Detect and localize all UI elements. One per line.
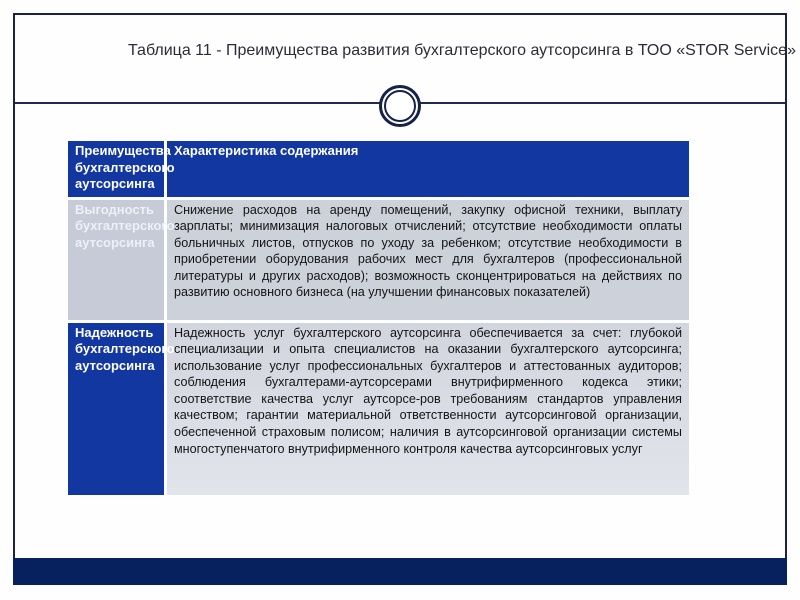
row-label-reliability: Надежность бухгалтерского аутсорсинга xyxy=(68,323,164,495)
circle-ornament-icon xyxy=(379,85,421,127)
table-header-row xyxy=(68,141,689,197)
table-row xyxy=(68,200,689,320)
page-title: Таблица 11 - Преимущества развития бухгалтерского аутсорсинга в ТОО «STOR Service» xyxy=(128,42,796,59)
row-content-reliability: Надежность услуг бухгалтерского аутсорсинга обеспечивается за счет: глубокой специализации и опыта специалистов на оказании бухгалтерского аутсорсинга; использование услуг профессиональных бухгалтеров и аттестованных аудиторов; соблюдения бухгалтерами-аутсорсерами внутрифирменного кодекса этики; соответствие качества услуг аутсорсе-ров требованиям стандартов управления качеством; гарантии материальной ответственности аутсорсинговой организации, обеспеченной страховым полисом; наличия в аутсорсинговой организации системы многоступенчатого внутрифирменного контроля качества аутсорсинговых услуг xyxy=(167,323,689,495)
advantages-table xyxy=(65,138,692,498)
table-header-characteristic: Характеристика содержания xyxy=(167,141,689,197)
table-row xyxy=(68,323,689,495)
table-header-advantages: Преимущества бухгалтерского аутсорсинга xyxy=(68,141,164,197)
slide-frame xyxy=(13,13,796,585)
circle-ornament-inner xyxy=(384,90,416,122)
row-content-profitability: Снижение расходов на аренду помещений, закупку офисной техники, выплату зарплаты; минимизация налоговых отчислений; отсутствие необходимости оплаты больничных листов, отпусков по уходу за ребенком; отсутствие необходимости в приобретении оборудования рабочих мест для бухгалтеров (профессиональной литературы и других расходов); возможность сконцентрироваться на действиях по развитию основного бизнеса (на улучшении финансовых показателей) xyxy=(167,200,689,320)
row-label-profitability: Выгодность бухгалтерского аутсорсинга xyxy=(68,200,164,320)
footer-bar xyxy=(13,558,787,585)
